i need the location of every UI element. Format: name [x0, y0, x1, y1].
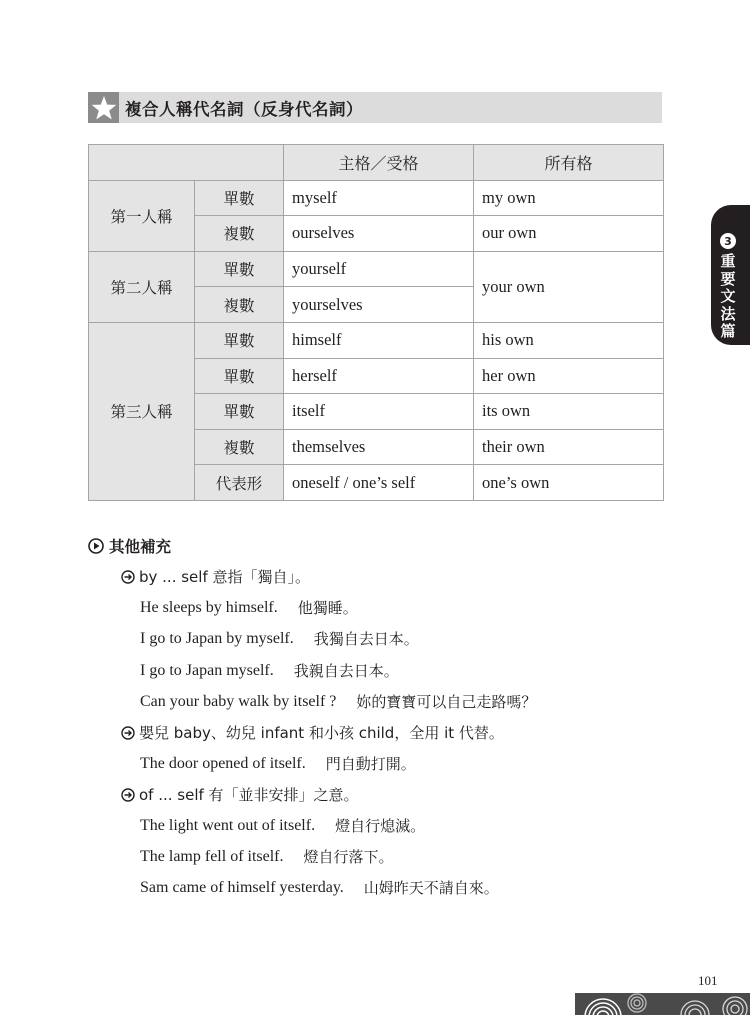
subject-cell: yourselves — [284, 287, 474, 323]
possessive-cell: her own — [474, 358, 664, 394]
section-title: 複合人稱代名詞（反身代名詞） — [125, 99, 363, 119]
example-zh: 燈自行落下。 — [303, 848, 394, 866]
number-cell: 單數 — [195, 322, 284, 358]
number-cell: 單數 — [195, 358, 284, 394]
example-en: I go to Japan myself. — [140, 661, 274, 679]
possessive-cell: your own — [474, 251, 664, 322]
possessive-cell: our own — [474, 216, 664, 252]
header-subject-object: 主格／受格 — [284, 145, 474, 181]
table-row — [89, 251, 664, 287]
chapter-label-char: 篇 — [720, 322, 736, 340]
subject-cell: himself — [284, 322, 474, 358]
example-line — [140, 691, 536, 712]
chapter-label-char: 文 — [720, 287, 736, 305]
notes-heading — [88, 535, 171, 557]
number-cell: 複數 — [195, 429, 284, 465]
chapter-label-text — [719, 253, 737, 341]
table-row — [89, 322, 664, 358]
example-en: He sleeps by himself. — [140, 598, 278, 616]
page-number: 101 — [698, 973, 718, 988]
section-title-bar — [88, 92, 662, 123]
arrow-circle-icon — [121, 570, 135, 584]
person-third: 第三人稱 — [89, 322, 195, 500]
subject-cell: ourselves — [284, 216, 474, 252]
subject-cell: themselves — [284, 429, 474, 465]
example-line — [140, 815, 425, 836]
example-en: The door opened of itself. — [140, 754, 306, 772]
number-cell: 單數 — [195, 180, 284, 216]
example-zh: 他獨睡。 — [297, 599, 358, 617]
example-zh: 山姆昨天不請自來。 — [363, 879, 499, 897]
example-en: Can your baby walk by itself ? — [140, 692, 337, 710]
example-line — [140, 846, 394, 867]
possessive-cell: their own — [474, 429, 664, 465]
example-en: Sam came of himself yesterday. — [140, 878, 344, 896]
person-first: 第一人稱 — [89, 180, 195, 251]
number-cell: 代表形 — [195, 465, 284, 501]
play-circle-icon — [88, 538, 104, 554]
possessive-cell: his own — [474, 322, 664, 358]
bullet-text: by ... self 意指「獨自」。 — [139, 568, 310, 586]
example-zh: 妳的寶寶可以自己走路嗎？ — [356, 693, 537, 711]
subject-cell: yourself — [284, 251, 474, 287]
header-blank — [89, 145, 284, 181]
possessive-cell: one’s own — [474, 465, 664, 501]
person-second: 第二人稱 — [89, 251, 195, 322]
example-en: I go to Japan by myself. — [140, 629, 294, 647]
example-line — [140, 877, 499, 898]
example-zh: 燈自行熄滅。 — [335, 817, 426, 835]
possessive-cell: its own — [474, 394, 664, 430]
subject-cell: myself — [284, 180, 474, 216]
example-line — [140, 660, 399, 681]
number-cell: 複數 — [195, 287, 284, 323]
chapter-label — [719, 253, 737, 341]
arrow-circle-icon — [121, 788, 135, 802]
example-line — [140, 628, 419, 649]
arrow-circle-icon — [121, 726, 135, 740]
possessive-cell: my own — [474, 180, 664, 216]
subject-cell: itself — [284, 394, 474, 430]
subject-cell: oneself / one’s self — [284, 465, 474, 501]
bullet-point — [121, 722, 504, 743]
chapter-label-char: 法 — [720, 304, 736, 323]
number-cell: 複數 — [195, 216, 284, 252]
chapter-side-tab — [711, 205, 750, 345]
example-zh: 門自動打開。 — [325, 755, 416, 773]
number-cell: 單數 — [195, 251, 284, 287]
bullet-text: 嬰兒 baby、幼兒 infant 和小孩 child，全用 it 代替。 — [139, 724, 504, 742]
chapter-label-char: 要 — [720, 269, 736, 288]
example-line — [140, 753, 416, 774]
star-icon — [88, 92, 119, 123]
example-zh: 我獨自去日本。 — [313, 630, 419, 648]
table-header-row — [89, 145, 664, 181]
example-zh: 我親自去日本。 — [293, 662, 399, 680]
number-cell: 單數 — [195, 394, 284, 430]
bullet-text: of ... self 有「並非安排」之意。 — [139, 786, 359, 804]
table-row — [89, 180, 664, 216]
example-en: The light went out of itself. — [140, 816, 316, 834]
notes-heading-text: 其他補充 — [109, 538, 172, 556]
concentric-circles-icon — [575, 993, 750, 1015]
subject-cell: herself — [284, 358, 474, 394]
example-line — [140, 597, 358, 618]
chapter-label-char: 重 — [720, 252, 736, 270]
reflexive-pronoun-table — [88, 144, 664, 501]
header-possessive: 所有格 — [474, 145, 664, 181]
example-en: The lamp fell of itself. — [140, 847, 284, 865]
chapter-number-badge: 3 — [720, 233, 736, 249]
bullet-point — [121, 566, 310, 587]
bullet-point — [121, 784, 359, 805]
footer-decoration — [575, 993, 750, 1015]
